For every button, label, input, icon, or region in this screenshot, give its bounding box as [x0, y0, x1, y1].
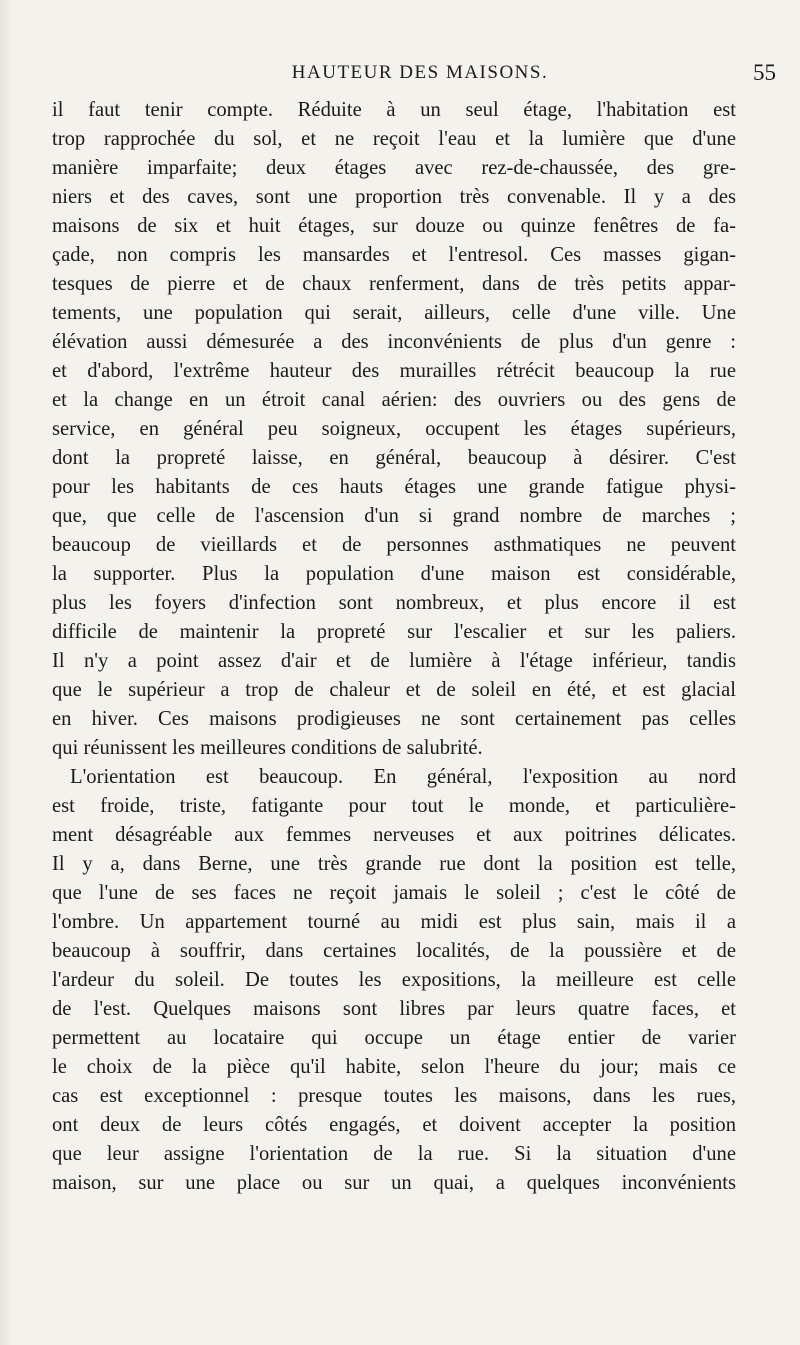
text-line: il faut tenir compte. Réduite à un seul étage, l'habitation est: [52, 99, 736, 121]
text-line: permettent au locataire qui occupe un étage entier de varier: [52, 1027, 736, 1049]
body-text: [52, 96, 736, 1198]
text-line: plus les foyers d'infection sont nombreux, et plus encore il est: [52, 592, 736, 614]
text-line: dont la propreté laisse, en général, beaucoup à désirer. C'est: [52, 447, 736, 469]
text-line: l'ombre. Un appartement tourné au midi est plus sain, mais il a: [52, 911, 736, 933]
running-head: HAUTEUR DES MAISONS.: [291, 62, 549, 83]
text-line: ont deux de leurs côtés engagés, et doivent accepter la position: [52, 1114, 736, 1136]
text-line: çade, non compris les mansardes et l'entresol. Ces masses gigan-: [52, 244, 736, 266]
text-line: cas est exceptionnel : presque toutes les maisons, dans les rues,: [52, 1085, 736, 1107]
text-line: service, en général peu soigneux, occupent les étages supérieurs,: [52, 418, 736, 440]
text-line: le choix de la pièce qu'il habite, selon l'heure du jour; mais ce: [52, 1056, 736, 1078]
text-line: tesques de pierre et de chaux renferment, dans de très petits appar-: [52, 273, 736, 295]
text-line: de l'est. Quelques maisons sont libres par leurs quatre faces, et: [52, 998, 736, 1020]
text-line: difficile de maintenir la propreté sur l'escalier et sur les paliers.: [52, 621, 736, 643]
text-line: manière imparfaite; deux étages avec rez-de-chaussée, des gre-: [52, 157, 736, 179]
text-line: que leur assigne l'orientation de la rue. Si la situation d'une: [52, 1143, 736, 1165]
text-line: Il y a, dans Berne, une très grande rue dont la position est telle,: [52, 853, 736, 875]
text-line: que, que celle de l'ascension d'un si grand nombre de marches ;: [52, 505, 736, 527]
text-line: la supporter. Plus la population d'une maison est considérable,: [52, 563, 736, 585]
text-line: ment désagréable aux femmes nerveuses et aux poitrines délicates.: [52, 824, 736, 846]
text-line: et d'abord, l'extrême hauteur des murailles rétrécit beaucoup la rue: [52, 360, 736, 382]
text-line: est froide, triste, fatigante pour tout le monde, et particulière-: [52, 795, 736, 817]
text-line: niers et des caves, sont une proportion très convenable. Il y a des: [52, 186, 736, 208]
page-header: [52, 62, 788, 96]
text-line: qui réunissent les meilleures conditions de salubrité.: [52, 737, 483, 759]
text-line: Il n'y a point assez d'air et de lumière à l'étage inférieur, tandis: [52, 650, 736, 672]
page-number: 55: [753, 60, 776, 85]
page-edge: [0, 0, 12, 1345]
text-line: que le supérieur a trop de chaleur et de soleil en été, et est glacial: [52, 679, 736, 701]
text-line: beaucoup à souffrir, dans certaines localités, de la poussière et de: [52, 940, 736, 962]
text-line: élévation aussi démesurée a des inconvénients de plus d'un genre :: [52, 331, 736, 353]
text-line: maison, sur une place ou sur un quai, a quelques inconvénients: [52, 1172, 736, 1194]
text-line: en hiver. Ces maisons prodigieuses ne sont certainement pas celles: [52, 708, 736, 730]
text-line: L'orientation est beaucoup. En général, l'exposition au nord: [70, 766, 736, 788]
text-line: trop rapprochée du sol, et ne reçoit l'eau et la lumière que d'une: [52, 128, 736, 150]
text-line: pour les habitants de ces hauts étages une grande fatigue physi-: [52, 476, 736, 498]
text-line: et la change en un étroit canal aérien: des ouvriers ou des gens de: [52, 389, 736, 411]
text-line: maisons de six et huit étages, sur douze ou quinze fenêtres de fa-: [52, 215, 736, 237]
text-line: tements, une population qui serait, ailleurs, celle d'une ville. Une: [52, 302, 736, 324]
text-line: l'ardeur du soleil. De toutes les expositions, la meilleure est celle: [52, 969, 736, 991]
text-line: beaucoup de vieillards et de personnes asthmatiques ne peuvent: [52, 534, 736, 556]
text-line: que l'une de ses faces ne reçoit jamais le soleil ; c'est le côté de: [52, 882, 736, 904]
